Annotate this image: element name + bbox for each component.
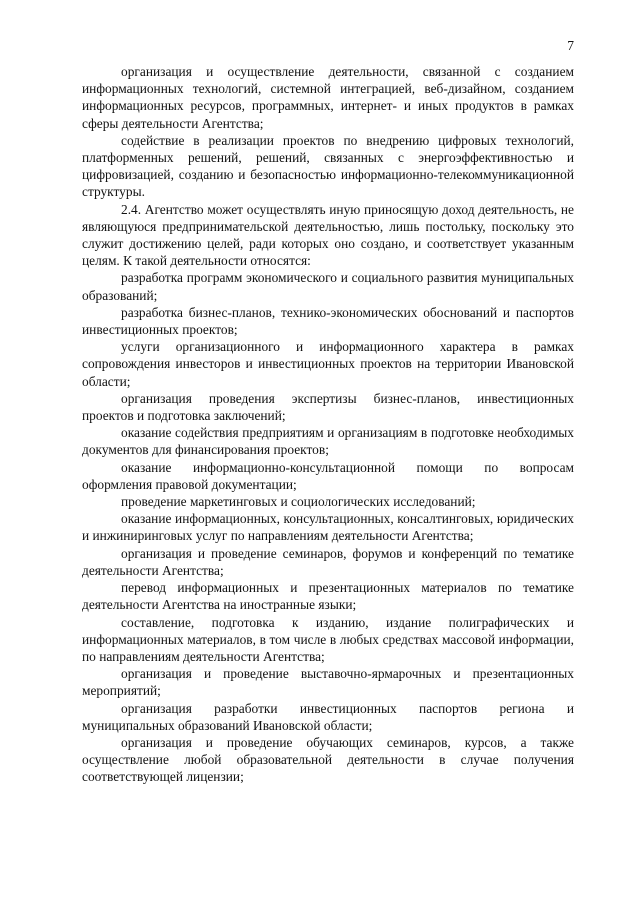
paragraph: организация и осуществление деятельности, связанной с созданием информационных технологий, системной интеграцией, веб-дизайном, созданием информационных ресурсов, программных, интернет- и иных продуктов в рамках сферы деятельности Агентства; xyxy=(82,64,574,131)
paragraph: составление, подготовка к изданию, издание полиграфических и информационных материалов, в том числе в любых средствах массовой информации, по направлениям деятельности Агентства; xyxy=(82,614,574,664)
paragraph: организация и проведение обучающих семинаров, курсов, а также осуществление любой образовательной деятельности в случае получения соответствующей лицензии; xyxy=(82,734,574,785)
document-body xyxy=(82,63,574,786)
paragraph: разработка программ экономического и социального развития муниципальных образований; xyxy=(82,270,574,303)
paragraph: перевод информационных и презентационных материалов по тематике деятельности Агентства на иностранные языки; xyxy=(82,580,574,613)
paragraph: оказание информационно-консультационной помощи по вопросам оформления правовой документации; xyxy=(82,459,574,492)
paragraph: оказание содействия предприятиям и организациям в подготовке необходимых документов для финансирования проектов; xyxy=(82,425,574,458)
paragraph: организация и проведение семинаров, форумов и конференций по тематике деятельности Агентства; xyxy=(82,545,574,578)
paragraph: 2.4. Агентство может осуществлять иную приносящую доход деятельность, не являющуюся предпринимательской деятельностью, лишь постольку, поскольку это служит достижению целей, ради которых оно создано, и соответствует указанным целям. К такой деятельности относятся: xyxy=(82,201,574,269)
paragraph: организация проведения экспертизы бизнес-планов, инвестиционных проектов и подготовка заключений; xyxy=(82,390,574,424)
page-number: 7 xyxy=(567,38,574,53)
paragraph: разработка бизнес-планов, технико-экономических обоснований и паспортов инвестиционных проектов; xyxy=(82,304,574,338)
paragraph: содействие в реализации проектов по внедрению цифровых технологий, платформенных решений, решений, связанных с энергоэффективностью и цифровизацией, созданию и безопасностью информационно-телекоммуникационной структуры. xyxy=(82,132,574,200)
paragraph: организация и проведение выставочно-ярмарочных и презентационных мероприятий; xyxy=(82,666,574,699)
paragraph: проведение маркетинговых и социологических исследований; xyxy=(121,494,476,510)
paragraph: оказание информационных, консультационных, консалтинговых, юридических и инжиниринговых услуг по направлениям деятельности Агентства; xyxy=(82,511,574,544)
paragraph: организация разработки инвестиционных паспортов региона и муниципальных образований Ивановской области; xyxy=(82,700,574,733)
paragraph: услуги организационного и информационного характера в рамках сопровождения инвесторов и инвестиционных проектов на территории Ивановской области; xyxy=(82,339,574,389)
